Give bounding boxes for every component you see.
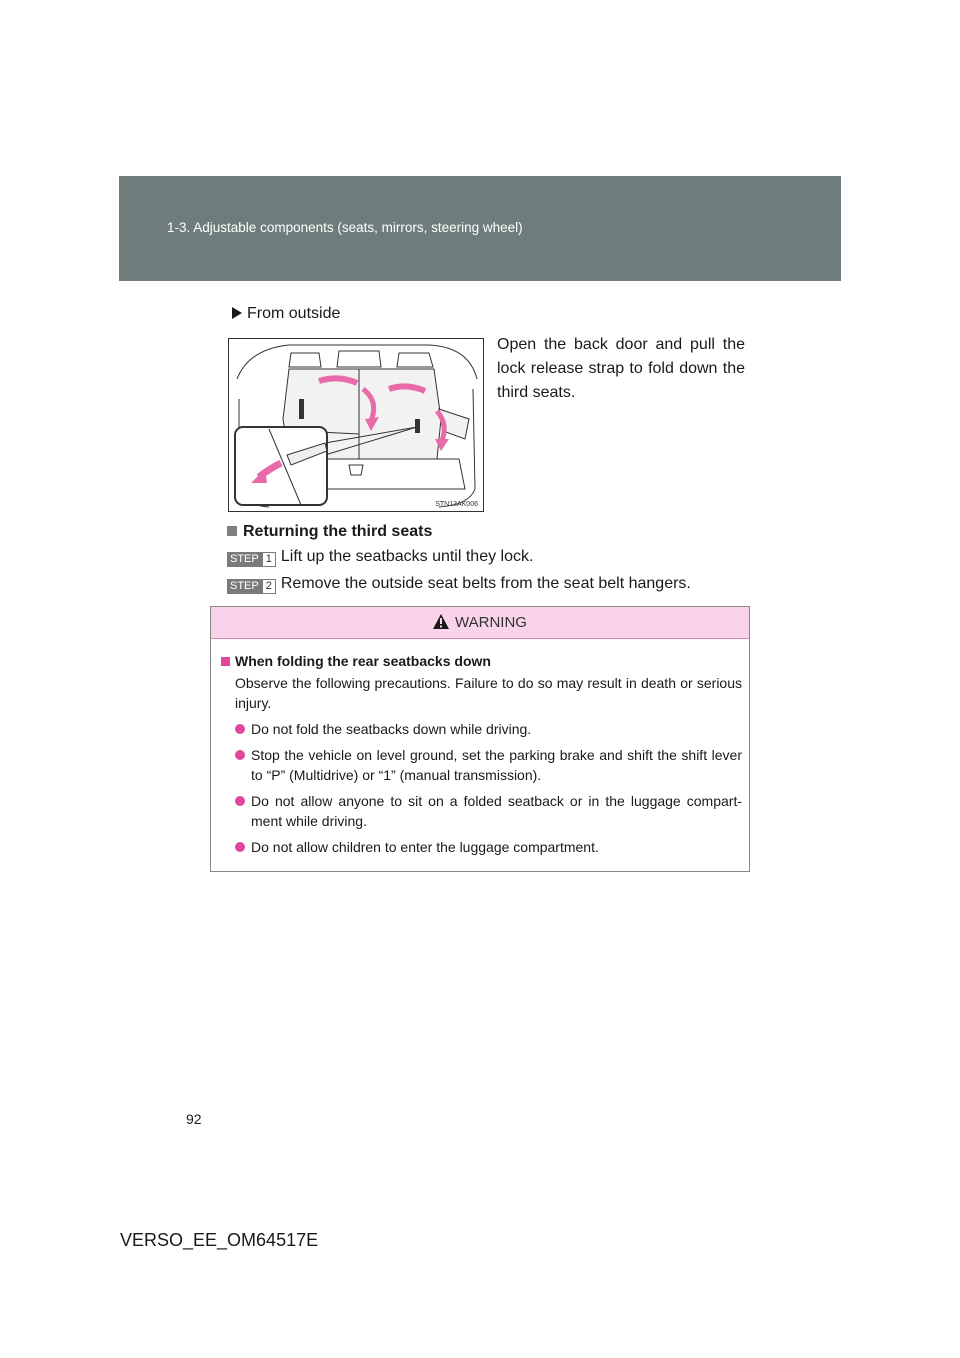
returning-title-text: Returning the third seats — [243, 523, 433, 540]
warning-body — [211, 639, 749, 857]
car-interior-drawing — [229, 339, 483, 511]
warning-box — [210, 606, 750, 872]
gray-square-bullet-icon — [227, 526, 237, 536]
pink-dot-bullet-icon — [235, 796, 245, 806]
section-title: 1-3. Adjustable components (seats, mirrors, steering wheel) — [167, 220, 523, 235]
warning-header — [211, 607, 749, 639]
pink-dot-bullet-icon — [235, 750, 245, 760]
step-1-row — [227, 548, 533, 567]
warning-bullet: Stop the vehicle on level ground, set the parking brake and shift the shift lever to “P” (Multidrive) or “1” (manual transmission). — [221, 745, 742, 785]
from-outside-subhead — [232, 305, 340, 323]
pink-dot-bullet-icon — [235, 842, 245, 852]
warning-bullet: Do not allow anyone to sit on a folded seatback or in the luggage compart-ment while driving. — [221, 791, 742, 831]
warning-subtitle: When folding the rear seatbacks down — [221, 651, 742, 671]
page-header — [119, 176, 841, 281]
returning-section-title — [227, 523, 432, 541]
pink-dot-bullet-icon — [235, 724, 245, 734]
step-2-row — [227, 575, 691, 594]
triangle-bullet-icon — [232, 307, 242, 319]
warning-bullet: Do not allow children to enter the luggage compartment. — [221, 837, 742, 857]
step-1-badge: STEP 1 — [227, 552, 276, 567]
subhead-text: From outside — [247, 305, 341, 322]
footer-code: VERSO_EE_OM64517E — [120, 1230, 319, 1250]
step-2-badge: STEP 2 — [227, 579, 276, 594]
warning-intro: Observe the following precautions. Failure to do so may result in death or serious injury. — [235, 675, 742, 711]
pink-square-bullet-icon — [221, 657, 230, 666]
step-2-text: Remove the outside seat belts from the seat belt hangers. — [280, 575, 691, 592]
seat-fold-illustration — [228, 338, 484, 512]
warning-bullet: Do not fold the seatbacks down while driving. — [221, 719, 742, 739]
warning-triangle-icon — [433, 614, 449, 629]
fold-instruction-text: Open the back door and pull the lock release strap to fold down the third seats. — [497, 336, 745, 401]
warning-label: WARNING — [455, 614, 527, 631]
page-number: 92 — [186, 1111, 202, 1127]
step-1-text: Lift up the seatbacks until they lock. — [280, 548, 534, 565]
illustration-code: STN13AK006 — [435, 501, 478, 508]
